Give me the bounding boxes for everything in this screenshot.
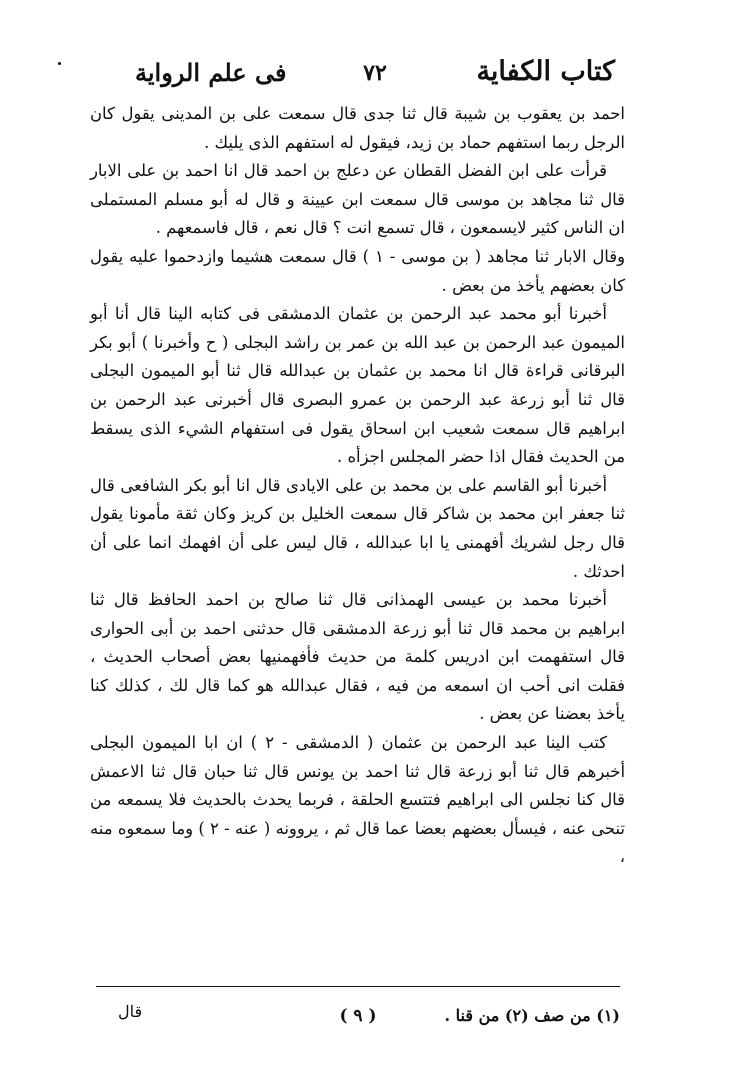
footnote-rule bbox=[96, 986, 620, 987]
page-number: ٧٢ bbox=[363, 60, 387, 86]
running-header bbox=[135, 56, 615, 96]
body-text bbox=[90, 100, 625, 872]
footnote: (١) من صف (٢) من قنا . bbox=[444, 1006, 620, 1025]
ink-dot bbox=[58, 62, 61, 65]
section-title: فى علم الرواية bbox=[135, 58, 287, 87]
paragraph: كتب الينا عبد الرحمن بن عثمان ( الدمشقى - ٢ ) ان ابا الميمون البجلى أخبرهم قال ثنا أبو زرعة قال ثنا احمد بن يونس قال ثنا حبان قال ثنا الاعمش قال كنا نجلس الى ابراهيم فتتسع الحلقة ، فربما يحدث بالحديث فلا يسمعه من تنحى عنه ، فيسأل بعضهم بعضا عما قال ثم ، يروونه ( عنه - ٢ ) وما سمعوه منه ، bbox=[90, 733, 625, 867]
catchword: قال bbox=[118, 1002, 143, 1021]
paragraph: أخبرنا محمد بن عيسى الهمذانى قال ثنا صالح بن احمد الحافظ قال ثنا ابراهيم بن محمد قال ثنا أبو زرعة الدمشقى قال حدثنى احمد بن أبى الحوارى قال استفهمت ابن ادريس كلمة من حديث فأفهمنيها بعض أصحاب الحديث ، فقلت انى أحب ان اسمعه من فيه ، فقال عبدالله هو كما قال لك ، كذلك كنا يأخذ بعضنا عن بعض . bbox=[90, 590, 625, 724]
paragraph: أخبرنا أبو القاسم على بن محمد بن على الايادى قال انا أبو بكر الشافعى قال ثنا جعفر ابن محمد بن شاكر قال سمعت الخليل بن كريز وكان ثقة مأمونا يقول قال رجل لشريك أفهمنى يا ابا عبدالله ، قال ليس على أن افهمك انما على أن احدثك . bbox=[90, 475, 625, 581]
paragraph: وقال الابار ثنا مجاهد ( بن موسى - ١ ) قال سمعت هشيما وازدحموا عليه يقول كان بعضهم يأخذ من بعض . bbox=[90, 246, 625, 295]
page-footer bbox=[96, 998, 620, 1032]
book-title: كتاب الكفاية bbox=[476, 56, 615, 87]
paragraph: قرأت على ابن الفضل القطان عن دعلج بن احمد قال انا احمد بن على الابار قال ثنا مجاهد بن موسى قال سمعت ابن عيينة و قال له أبو مسلم المستملى ان الناس كثير لايسمعون ، قال تسمع انت ؟ قال نعم ، قال فاسمعهم . bbox=[90, 161, 625, 238]
paragraph: أخبرنا أبو محمد عبد الرحمن بن عثمان الدمشقى فى كتابه الينا قال أنا أبو الميمون عبد الرحمن بن عبد الله بن عمر بن راشد البجلى ( ح وأخبرنا ) أبو بكر البرقانى قراءة قال انا محمد بن عثمان بن عبدالله قال ثنا أبو الميمون البجلى قال ثنا أبو زرعة عبد الرحمن بن عمرو البصرى قال أخبرنى عبد الرحمن بن ابراهيم قال سمعت شعيب ابن اسحاق يقول فى استفهام الشيء الذى يسقط من الحديث فقال اذا حضر المجلس اجزأه . bbox=[90, 304, 625, 467]
paragraph: احمد بن يعقوب بن شيبة قال ثنا جدى قال سمعت على بن المدينى يقول كان الرجل ربما استفهم حماد بن زيد، فيقول له استفهم الذى يليك . bbox=[90, 104, 625, 152]
signature-mark: ( ٩ ) bbox=[339, 1006, 377, 1026]
